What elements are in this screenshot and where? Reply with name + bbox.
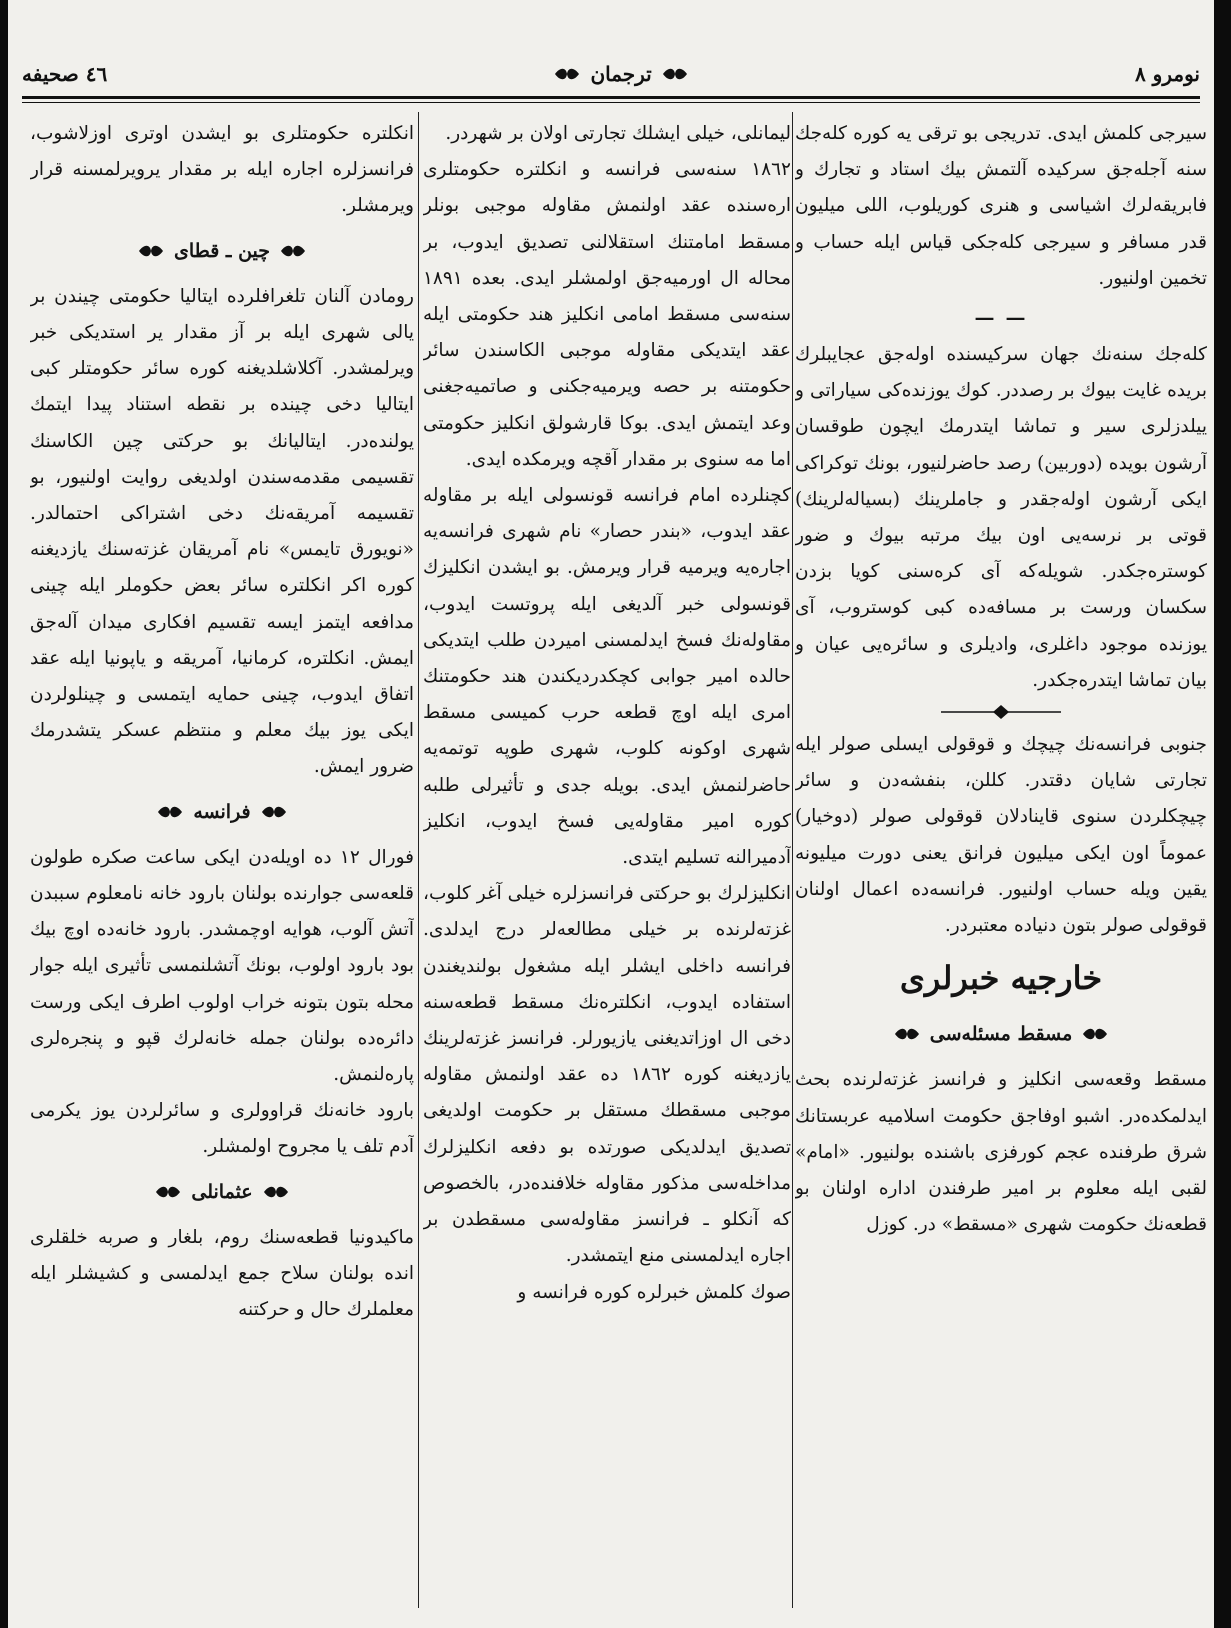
fleuron-ornament-icon — [554, 66, 580, 82]
subheading — [795, 1016, 1207, 1052]
subheading-text: فرانسه — [193, 800, 251, 823]
paragraph: فورال ١٢ ده اويله‌دن ايكى ساعت صكره طولون قلعه‌سى جوارنده بولنان بارود خانه نامعلوم سببدن آتش آلوب، هوايه اوچمشدر. بارود خانه‌ده اوچ بيك بود بارود اولوب، بونك آتشلنمسى تأثيرى ايله جوار محله بتون بتونه خراب اولوب اطرف ايكى ورست دائره‌ده بولنان جمله خانه‌لرك قپو و پنجره‌لرى پاره‌لنمش. — [30, 846, 414, 1086]
diamond-separator-icon — [795, 705, 1207, 719]
issue-number: نومرو ٨ — [1134, 62, 1200, 86]
subheading-text: مسقط مسئله‌سى — [929, 1023, 1073, 1046]
paragraph: انكليزلرك بو حركتى فرانسزلره خيلى آغر كلوب، غزته‌لرنده بر خيلى مطالعه‌لر درج ايدلدى. فرانسه داخلى ايشلر ايله مشغول بولنديغندن استفاده ايدوب، انكلتره‌نك مسقط قطعه‌سنه دخى ال اوزاتديغنى يازيورلر. فرانسز غزته‌لرينك يازديغنه كوره ١٨٦٢ ده عقد اولنمش مقاوله موجبى مسقطك مستقل بر حكومت اولديغى تصديق ايدلديكى صورتده بو دفعه انكليزلرك مداخله‌سى مذكور مقاوله خلافنده‌در، بالخصوص كه آنكلو ـ فرانسز مقاوله‌سى مسقطدن بر اجاره ايدلمسنى منع ايتمشدر. — [423, 883, 791, 1267]
column-divider — [792, 112, 793, 1608]
section-separator: — — — [974, 305, 1028, 330]
paragraph: سيرجى كلمش ايدى. تدريجى بو ترقى يه كوره كله‌جك سنه آجله‌جق سركيده آلتمش بيك استاد و تجارك و فابريقه‌لرك اشياسى و هنرى كوريلوب، اللى ميليون قدر مسافر و سيرجى كله‌جكى قياس ايله حساب و تخمين اولنيور. — [795, 123, 1207, 289]
paragraph: انكلتره حكومتلرى بو ايشدن اوترى اوزلاشوب، فرانسزلره اجاره ايله بر مقدار يرويرلمسنه قرار ويرمشلر. — [30, 123, 414, 217]
paragraph: جنوبى فرانسه‌نك چيچك و قوقولى ايسلى صولر ايله تجارتى شايان دقتدر. كللن، بنفشه‌دن و سائر چيچكلردن سنوى قاينادلان قوقولى صولر (دوخيار) عموماً اون ايكى ميليون فرانق يعنى دورت ميليونه يقين ويله حساب اولنيور. فرانسه‌ده اعمال اولنان قوقولى صولر بتون دنياده معتبردر. — [795, 734, 1207, 937]
left-column — [30, 116, 414, 1610]
subheading — [30, 794, 414, 830]
masthead — [554, 62, 687, 86]
paragraph: رومادن آلنان تلغرافلرده ايتاليا حكومتى چيندن بر يالى شهرى ايله بر آز مقدار ير استديكى خبر ويرلمشدر. آكلاشلديغنه كوره سائر حكومتلر كبى ايتاليا دخى چينده بر نقطه استناد پيدا ايتمك يولنده‌در. ايتاليانك بو حركتى چين الكاسنك تقسيمى مقدمه‌سندن اولديغى روايت اولنيور، بو تقسيمه آمريقه‌نك دخى اشتراكى احتمالدر. «نويورق تايمس» نام آمريقان غزته‌سنك يازديغنه كوره اكر انكلتره سائر بعض حكوملر ايله چينى مدافعه ايتمز ايسه تقسيم افكارى ميدان آله‌جق ايمش. انكلتره، كرمانيا، آمريقه و ياپونيا ايله عقد اتفاق ايدوب، چينى حمايه ايتمسى و چينلولردن ايكى يوز بيك معلم و منتظم عسكر يتشدرمك ضرور ايمش. — [30, 285, 414, 778]
subheading — [30, 1174, 414, 1210]
newspaper-title: ترجمان — [590, 62, 652, 86]
fleuron-ornament-icon — [662, 66, 688, 82]
paragraph: ١٨٦٢ سنه‌سى فرانسه و انكلتره حكومتلرى ارەسنده عقد اولنمش مقاوله موجبى بونلر مسقط امامتنك استقلالنى تصديق ايدوب، بر محاله ال اورميه‌جق اولمشلر ايدى. بعده ١٨٩١ سنه‌سى مسقط امامى انكليز هند حكومتى ايله عقد ايتديكى مقاوله موجبى الكاسندن سائر حكومتنه بر حصه ويرميه‌جكنى و صاتميه‌جغنى وعد ايتمش ايدى. بوكا قارشولق انكليز حكومتى اما مه سنوى بر مقدار آقچه ويرمكده ايدى. — [423, 159, 791, 470]
fleuron-ornament-icon — [894, 1026, 920, 1042]
header-rule-thin — [22, 102, 1200, 103]
paragraph: ليمانلى، خيلى ايشلك تجارتى اولان بر شهردر. — [445, 123, 791, 144]
fleuron-ornament-icon — [155, 1184, 181, 1200]
newspaper-page — [8, 0, 1214, 1628]
fleuron-ornament-icon — [261, 804, 287, 820]
subheading — [30, 233, 414, 269]
fleuron-ornament-icon — [138, 243, 164, 259]
paragraph: ماكيدونيا قطعه‌سنك روم، بلغار و صربه خلقلرى انده بولنان سلاح جمع ايدلمسى و كشيشلر ايله معلملرك حال و حركتنه — [30, 1226, 414, 1321]
subheading-text: عثمانلى — [191, 1180, 253, 1203]
fleuron-ornament-icon — [1082, 1026, 1108, 1042]
paragraph: كله‌جك سنه‌نك جهان سركيسنده اوله‌جق عجايبلرك بريده غايت بيوك بر رصددر. كوك يوزنده‌كى سياراتى و ييلدزلرى سير و تماشا ايتدرمك ايچون طوقسان آرشون بويده (دوربين) رصد حاضرلنيور، بونك توكراكى ايكى آرشون اوله‌جقدر و جاملرينك (بسياله‌لرينك) قوتى بر نرسه‌يى اون بيك مرتبه بيوك و ضور كوستره‌جكدر. شويله‌كه آى كره‌سنى كويا بزدن سكسان ورست بر مسافه‌ده كبى كوستروب، آى يوزنده موجود داغلرى، واديلرى و سائره‌يى عيان و بيان تماشا ايتدره‌جكدر. — [795, 344, 1207, 691]
fleuron-ornament-icon — [263, 1184, 289, 1200]
page-header — [22, 56, 1200, 92]
middle-column — [423, 116, 791, 1610]
section-title: خارجيه خبرلرى — [899, 959, 1103, 998]
paragraph: مسقط وقعه‌سى انكليز و فرانسز غزته‌لرنده بحث ايدلمكده‌در. اشبو اوفاجق حكومت اسلاميه عربستانك شرق طرفنده عجم كورفزى باشنده بولنيور. «امام» لقبى ايله معلوم بر امير طرفندن اداره اولنان بو قطعه‌نك حكومت شهرى «مسقط» در. كوزل — [795, 1069, 1207, 1236]
paragraph: صوك كلمش خبرلره كوره فرانسه و — [517, 1281, 791, 1303]
column-divider — [418, 112, 419, 1608]
fleuron-ornament-icon — [280, 243, 306, 259]
paragraph: بارود خانه‌نك قراوولرى و سائرلردن يوز يكرمى آدم تلف يا مجروح اولمشلر. — [30, 1100, 414, 1158]
fleuron-ornament-icon — [157, 804, 183, 820]
paragraph: كچنلرده امام فرانسه قونسولى ايله بر مقاوله عقد ايدوب، «بندر حصار» نام شهرى فرانسه‌يه اجاره‌يه ويرميه قرار ويرمش. بو ايشدن انكليزك قونسولى خبر آلديغى ايله پروتست ايدوب، مقاوله‌نك فسخ ايدلمسنى اميردن طلب ايتديكى حالده امير جوابى كچكدرديكندن هند حكومتنك امرى ايله اوچ قطعه حرب كميسى مسقط شهرى اوكونه كلوب، شهرى طوپه توتمه‌يه حاضرلنمش ايدى. بويله جدى و تأثيرلى طلبه كوره امير مقاوله‌يى فسخ ايدوب، انكليز آدميرالنه تسليم ايتدى. — [423, 485, 791, 869]
right-column — [795, 116, 1207, 1610]
header-rule — [22, 96, 1200, 99]
subheading-text: چين ـ قطاى — [173, 239, 271, 262]
page-number: ٤٦ صحيفه — [22, 62, 108, 86]
